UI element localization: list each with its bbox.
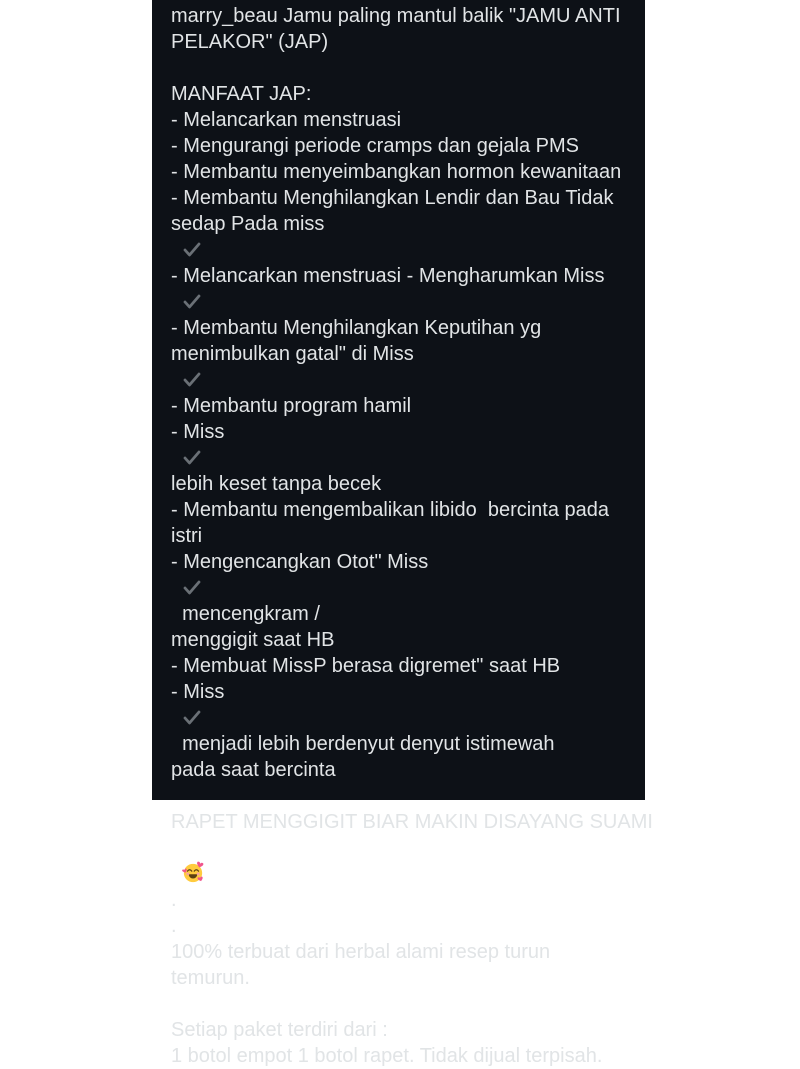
check-icon	[183, 372, 201, 387]
text-line: RAPET MENGGIGIT BIAR MAKIN DISAYANG SUAMI	[171, 811, 653, 833]
text-line: MANFAAT JAP:	[171, 83, 312, 105]
text-line: temurun.	[171, 967, 250, 989]
check-icon	[183, 450, 201, 465]
text-line: PELAKOR" (JAP)	[171, 31, 329, 53]
text-line: istri	[171, 525, 203, 547]
text-line: .	[171, 915, 177, 937]
post-caption-panel	[152, 0, 653, 1067]
text-line	[171, 835, 641, 887]
text-line: - Membantu program hamil	[171, 395, 412, 417]
check-icon	[183, 242, 201, 257]
text-line: - Mengurangi periode cramps dan gejala PMS	[171, 135, 579, 157]
text-line: - Membantu Menghilangkan Keputihan yg	[171, 317, 542, 339]
text-line	[171, 783, 641, 809]
check-icon	[183, 294, 201, 309]
text-line: - Miss menjadi lebih berdenyut denyut istimewah	[171, 681, 555, 755]
caption-lines	[152, 0, 653, 1069]
text-line	[171, 55, 641, 81]
text-line: - Membuat MissP berasa digremet" saat HB	[171, 655, 561, 677]
text-line: menimbulkan gatal" di Miss	[171, 341, 641, 393]
check-icon	[183, 580, 201, 595]
text-line: - Membantu mengembalikan libido bercinta pada	[171, 499, 610, 521]
check-icon	[183, 710, 201, 725]
text-line: marry_beau Jamu paling mantul balik "JAMU ANTI	[171, 5, 621, 27]
text-line: 1 botol empot 1 botol rapet. Tidak dijual terpisah.	[171, 1045, 603, 1067]
text-line: menggigit saat HB	[171, 629, 335, 651]
text-line: pada saat bercinta	[171, 759, 336, 781]
text-line: .	[171, 889, 177, 911]
text-line: - Melancarkan menstruasi - Mengharumkan Miss	[171, 263, 641, 315]
text-line: 100% terbuat dari herbal alami resep turun	[171, 941, 551, 963]
text-line: - Melancarkan menstruasi	[171, 109, 402, 131]
text-line: - Miss lebih keset tanpa becek	[171, 421, 382, 495]
text-line: - Mengencangkan Otot" Miss mencengkram /	[171, 551, 429, 625]
smiling-face-with-hearts-emoji	[182, 862, 204, 884]
text-line: sedap Pada miss	[171, 211, 641, 263]
text-line: - Membantu menyeimbangkan hormon kewanitaan	[171, 161, 622, 183]
text-line: Setiap paket terdiri dari :	[171, 1019, 388, 1041]
text-line	[171, 991, 641, 1017]
text-line: - Membantu Menghilangkan Lendir dan Bau Tidak	[171, 187, 614, 209]
